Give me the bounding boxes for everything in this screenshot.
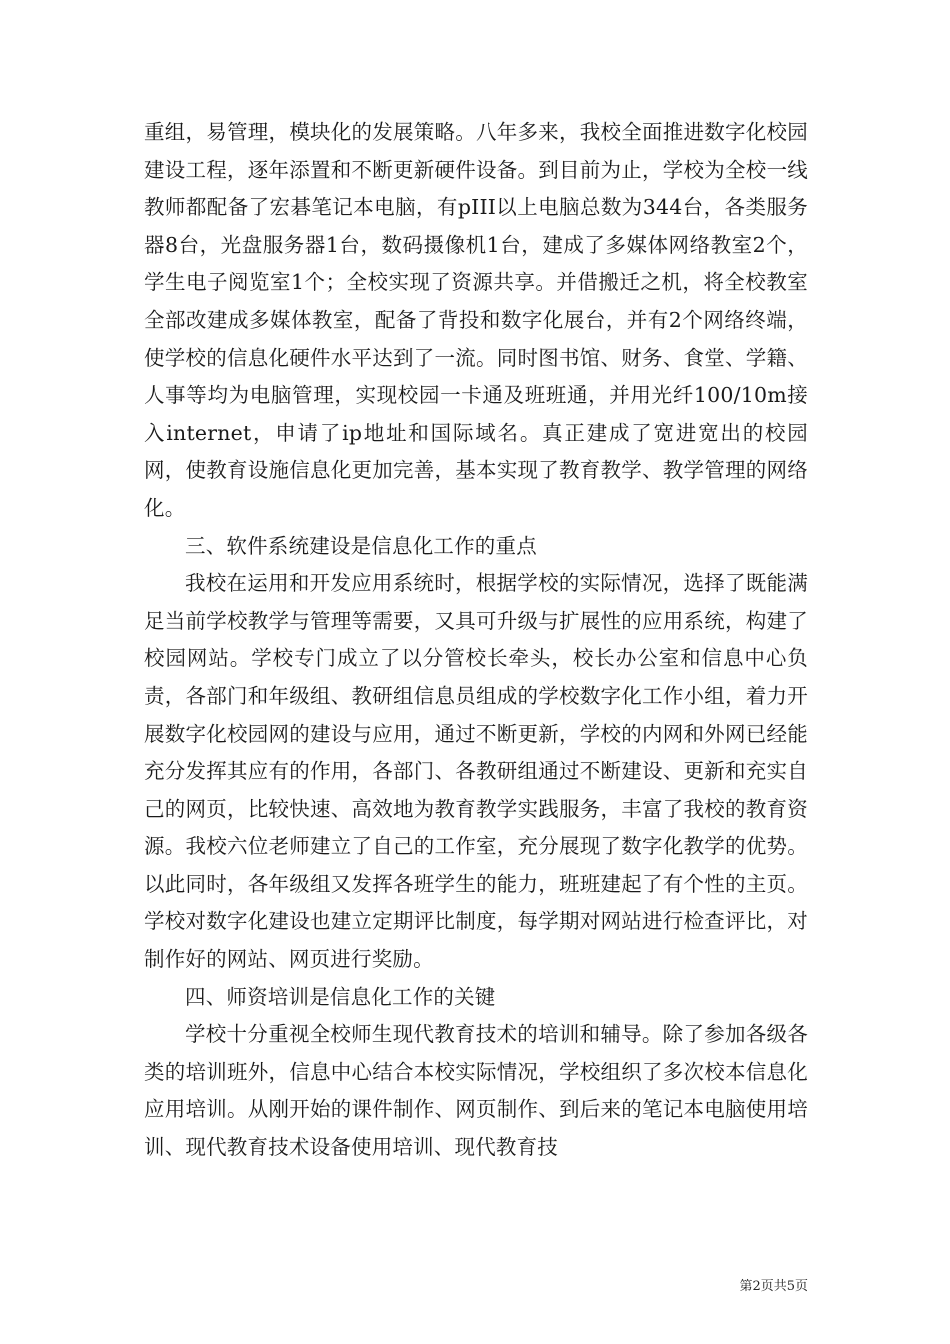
paragraph-software: 我校在运用和开发应用系统时，根据学校的实际情况，选择了既能满足当前学校教学与管理等需要，又具可升级与扩展性的应用系统，构建了校园网站。学校专门成立了以分管校长牵头，校长办公室和信息中心负责，各部门和年级组、教研组信息员组成的学校数字化工作小组，着力开展数字化校园网的建设与应用，通过不断更新，学校的内网和外网已经能充分发挥其应有的作用，各部门、各教研组通过不断建设、更新和充实自己的网页，比较快速、高效地为教育教学实践服务，丰富了我校的教育资源。我校六位老师建立了自己的工作室，充分展现了数字化教学的优势。以此同时，各年级组又发挥各班学生的能力，班班建起了有个性的主页。学校对数字化建设也建立定期评比制度，每学期对网站进行检查评比，对制作好的网站、网页进行奖励。 <box>144 571 808 972</box>
document-body <box>144 114 808 1167</box>
paragraph-training: 学校十分重视全校师生现代教育技术的培训和辅导。除了参加各级各类的培训班外，信息中心结合本校实际情况，学校组织了多次校本信息化应用培训。从刚开始的课件制作、网页制作、到后来的笔记本电脑使用培训、现代教育技术设备使用培训、现代教育技 <box>144 1022 808 1160</box>
page-number-footer: 第2页共5页 <box>739 1279 808 1294</box>
section-heading-training: 四、师资培训是信息化工作的关键 <box>185 984 496 1009</box>
paragraph-hardware-continuation: 重组，易管理，模块化的发展策略。八年多来，我校全面推进数字化校园建设工程，逐年添置和不断更新硬件设备。到目前为止，学校为全校一线教师都配备了宏碁笔记本电脑，有pIII以上电脑总数为344台，各类服务器8台，光盘服务器1台，数码摄像机1台，建成了多媒体网络教室2个，学生电子阅览室1个；全校实现了资源共享。并借搬迁之机，将全校教室全部改建成多媒体教室，配备了背投和数字化展台，并有2个网络终端，使学校的信息化硬件水平达到了一流。同时图书馆、财务、食堂、学籍、人事等均为电脑管理，实现校园一卡通及班班通，并用光纤100/10m接入internet，申请了ip地址和国际域名。真正建成了宽进宽出的校园网，使教育设施信息化更加完善，基本实现了教育教学、教学管理的网络化。 <box>144 120 808 520</box>
section-heading-software: 三、软件系统建设是信息化工作的重点 <box>185 533 537 558</box>
